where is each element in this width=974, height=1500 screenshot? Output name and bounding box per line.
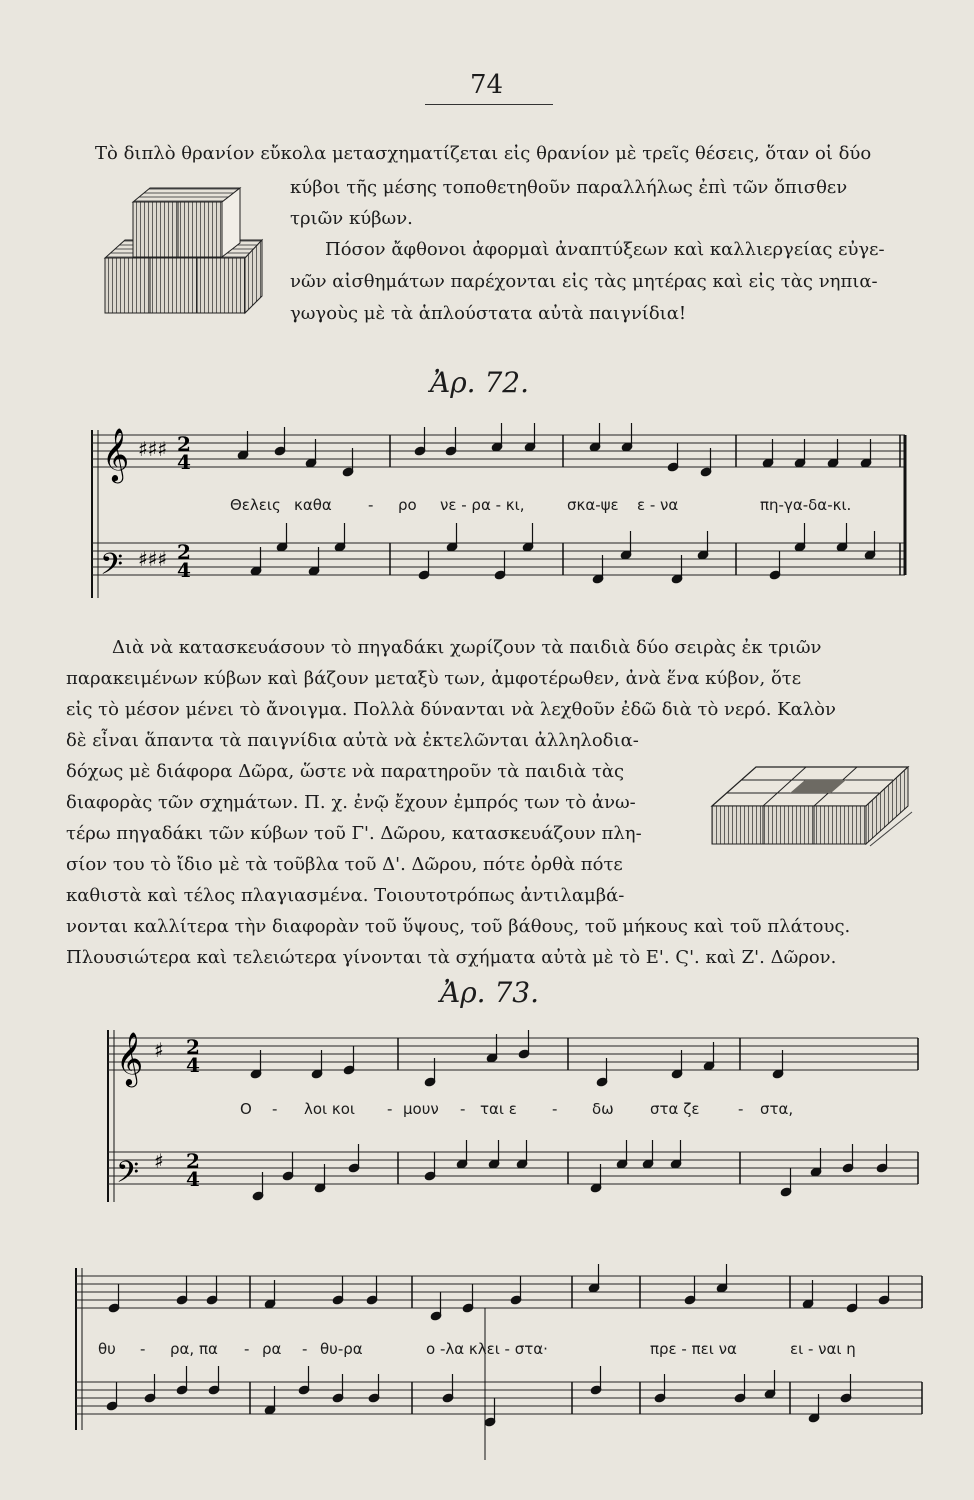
song73-lyric: ο -λα κλει - στα· (426, 1340, 548, 1358)
song73-lyric: θυ-ρα (320, 1340, 363, 1358)
song72-lyric: - (368, 496, 374, 514)
song73-lyric: - (140, 1340, 146, 1358)
bass-clef-icon: 𝄢 (116, 1156, 140, 1197)
song73-lyric: - (387, 1100, 393, 1118)
paragraph2-line7: τέρω πηγαδάκι τῶν κύβων τοῦ Γ'. Δῶρου, κατασκευάζουν πλη- (66, 823, 642, 844)
song73-lyric: - (552, 1100, 558, 1118)
paragraph2-line1: Διὰ νὰ κατασκευάσουν τὸ πηγαδάκι χωρίζουν τὰ παιδιὰ δύο σειρὰς ἐκ τριῶν (112, 637, 822, 658)
page-number: 74 (470, 70, 504, 100)
paragraph2-line9: καθιστὰ καὶ τέλος πλαγιασμένα. Τοιουτοτρόπως ἀντιλαμβά- (66, 885, 625, 906)
key-signature-sharp: ♯ (154, 1038, 164, 1062)
song72-lyric: σκα-ψε (567, 496, 619, 514)
paragraph2-line8: σίον του τὸ ἴδιο μὲ τὰ τοῦβλα τοῦ Δ'. Δῶρου, πότε ὀρθὰ πότε (66, 854, 623, 875)
paragraph2-line3: εἰς τὸ μέσον μένει τὸ ἄνοιγμα. Πολλὰ δύνανται νὰ λεχθοῦν ἐδῶ διὰ τὸ νερό. Καλὸν (66, 699, 836, 720)
song72-lyric: πη-γα-δα-κι. (760, 496, 852, 514)
song73-lyric: ται ε (480, 1100, 517, 1118)
song73-lyric: ρα, πα (170, 1340, 218, 1358)
paragraph1-line6: γωγοὺς μὲ τὰ ἁπλούστατα αὐτὰ παιγνίδια! (290, 303, 687, 324)
song73-lyric: δω (592, 1100, 614, 1118)
paragraph2-line6: διαφορὰς τῶν σχημάτων. Π. χ. ἐνῷ ἔχουν ἐμπρός των τὸ ἀνω- (66, 792, 636, 813)
song73-lyric: - (302, 1340, 308, 1358)
song73-title: Ἀρ. 73. (440, 976, 540, 1009)
song73-lyric: στα ζε (650, 1100, 700, 1118)
song72-lyric: Θελεις (230, 496, 281, 514)
song72-lyric: ρο (398, 496, 417, 514)
paragraph2-line2: παρακειμένων κύβων καὶ βάζουν μεταξὺ των, ἀμφοτέρωθεν, ἀνὰ ἕνα κύβον, ὅτε (66, 668, 802, 689)
song73-lyric: στα, (760, 1100, 794, 1118)
time-sig-bottom: 4 (177, 558, 191, 582)
time-sig-bottom: 4 (186, 1053, 200, 1077)
svg-text:♯: ♯ (154, 1149, 164, 1173)
song73-lyric: Ο (240, 1100, 252, 1118)
song73-lyric: - (272, 1100, 278, 1118)
song73-lyric: μουν (403, 1100, 439, 1118)
song73-lyric: - (244, 1340, 250, 1358)
time-sig-bottom: 4 (186, 1167, 200, 1191)
paragraph2-line10: νονται καλλίτερα τὴν διαφορὰν τοῦ ὕψους, τοῦ βάθους, τοῦ μήκους καὶ τοῦ πλάτους. (66, 916, 851, 937)
song73-lyric: ει - ναι η (790, 1340, 856, 1358)
paragraph1-line2: κύβοι τῆς μέσης τοποθετηθοῦν παραλλήλως ἐπὶ τῶν ὄπισθεν (290, 177, 848, 198)
song72-lyric: καθα (294, 496, 332, 514)
song73-lyric: θυ (98, 1340, 116, 1358)
time-sig-top: 2 (177, 432, 191, 456)
time-sig-bottom: 4 (177, 450, 191, 474)
song73-lyric: - (460, 1100, 466, 1118)
time-sig-top: 2 (186, 1149, 200, 1173)
song73-lyric: πρε - πει να (650, 1340, 737, 1358)
paragraph1-line1: Τὸ διπλὸ θρανίον εὔκολα μετασχηματίζεται εἰς θρανίον μὲ τρεῖς θέσεις, ὅταν οἱ δύο (95, 143, 872, 164)
paragraph1-line5: νῶν αἰσθημάτων παρέχονται εἰς τὰς μητέρας καὶ εἰς τὰς νηπια- (290, 271, 878, 292)
treble-clef-icon: 𝄞 (116, 1031, 144, 1085)
paragraph1-line4: Πόσον ἄφθονοι ἀφορμαὶ ἀναπτύξεων καὶ καλλιεργείας εὐγε- (325, 239, 885, 260)
song72-lyric: ε - να (637, 496, 679, 514)
paragraph1-line3: τριῶν κύβων. (290, 208, 413, 229)
song73-lyric: - (738, 1100, 744, 1118)
svg-text:♯♯♯: ♯♯♯ (138, 547, 168, 571)
treble-clef-icon: 𝄞 (102, 427, 130, 481)
song72-title: Ἀρ. 72. (430, 366, 530, 399)
key-signature-sharps: ♯♯♯ (138, 437, 168, 461)
paragraph2-line11: Πλουσιώτερα καὶ τελειώτερα γίνονται τὰ σχήματα αὐτὰ μὲ τὸ Ε'. Ϛ'. καὶ Ζ'. Δῶρον. (66, 947, 837, 968)
song72-lyric: νε - ρα - κι, (440, 496, 525, 514)
paragraph2-line5: δόχως μὲ διάφορα Δῶρα, ὥστε νὰ παρατηροῦν τὰ παιδιὰ τὰς (66, 761, 625, 782)
time-sig-top: 2 (177, 540, 191, 564)
time-sig-top: 2 (186, 1035, 200, 1059)
paragraph2-line4: δὲ εἶναι ἅπαντα τὰ παιγνίδια αὐτὰ νὰ ἐκτελῶνται ἀλληλοδια- (66, 730, 639, 751)
song73-lyric: ρα (262, 1340, 282, 1358)
bass-clef-icon: 𝄢 (100, 548, 124, 589)
song73-lyric: λοι κοι (304, 1100, 355, 1118)
